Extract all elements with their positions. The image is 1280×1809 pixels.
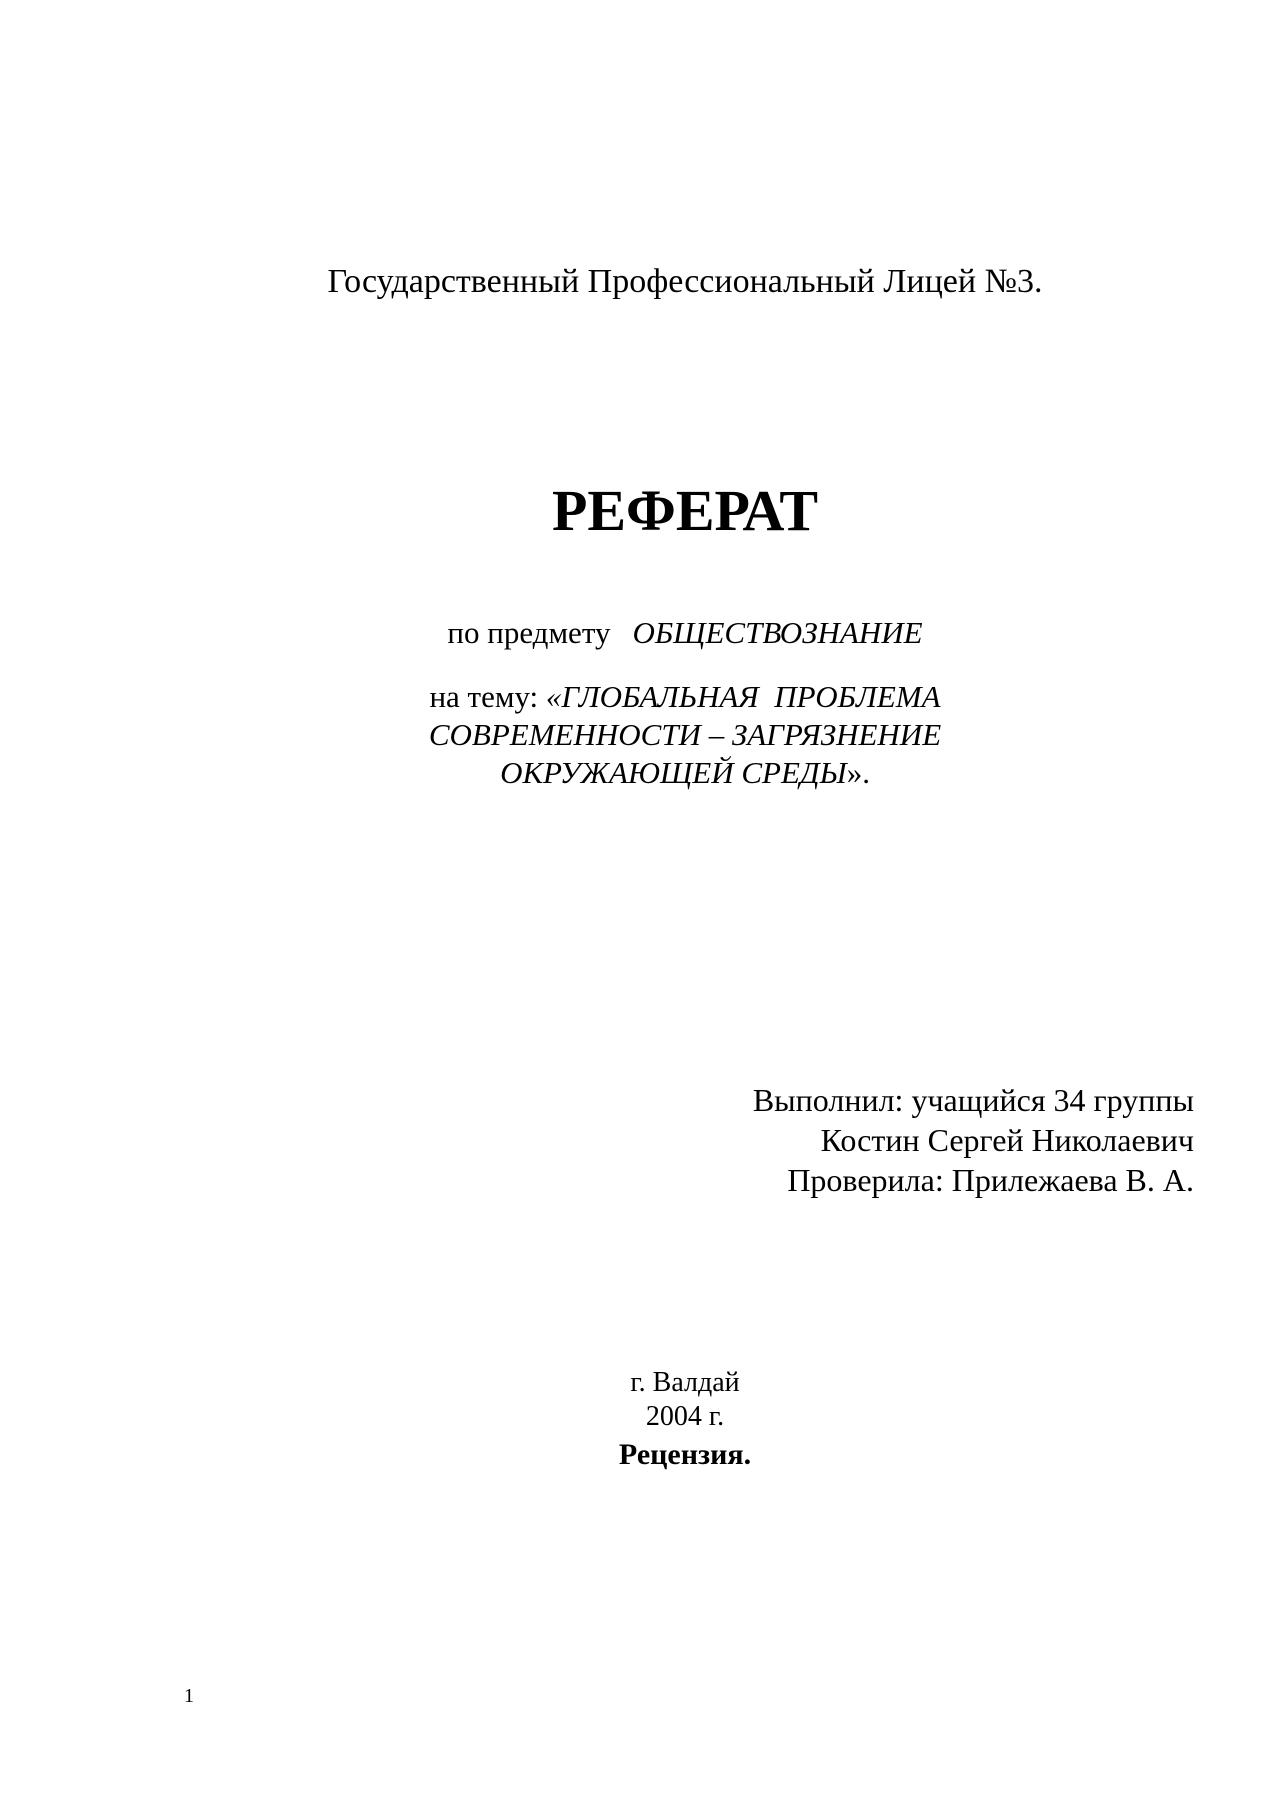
topic-text-line-1: ГЛОБАЛЬНАЯ ПРОБЛЕМА — [561, 679, 941, 714]
author-block — [753, 1080, 1194, 1200]
subject-value: ОБЩЕСТВОЗНАНИЕ — [632, 615, 923, 650]
institution-name: Государственный Профессиональный Лицей №3. — [327, 263, 1043, 300]
topic-line-3 — [0, 754, 1280, 792]
place-year-block — [0, 1366, 1280, 1434]
topic-open-quote: « — [545, 679, 562, 714]
checked-by: Проверила: Прилежаева В. А. — [787, 1162, 1194, 1198]
topic-label: на тему: — [429, 679, 539, 714]
performed-by: Выполнил: учащийся 34 группы — [752, 1082, 1194, 1118]
document-title: РЕФЕРАТ — [551, 478, 819, 543]
subject-label: по предмету — [447, 615, 611, 650]
year: 2004 г. — [645, 1401, 725, 1432]
author-name: Костин Сергей Николаевич — [820, 1122, 1194, 1158]
review-heading: Рецензия. — [618, 1438, 752, 1471]
topic-text-line-3: ОКРУЖАЮЩЕЙ СРЕДЫ — [500, 755, 847, 790]
topic-line-1 — [0, 678, 1280, 716]
topic-close-quote: ». — [846, 755, 870, 790]
subject-line — [0, 614, 1280, 652]
place: г. Валдай — [630, 1367, 740, 1398]
page-number: 1 — [184, 1685, 194, 1707]
topic-text-line-2: СОВРЕМЕННОСТИ – ЗАГРЯЗНЕНИЕ — [428, 717, 942, 752]
topic-block — [0, 678, 1280, 792]
